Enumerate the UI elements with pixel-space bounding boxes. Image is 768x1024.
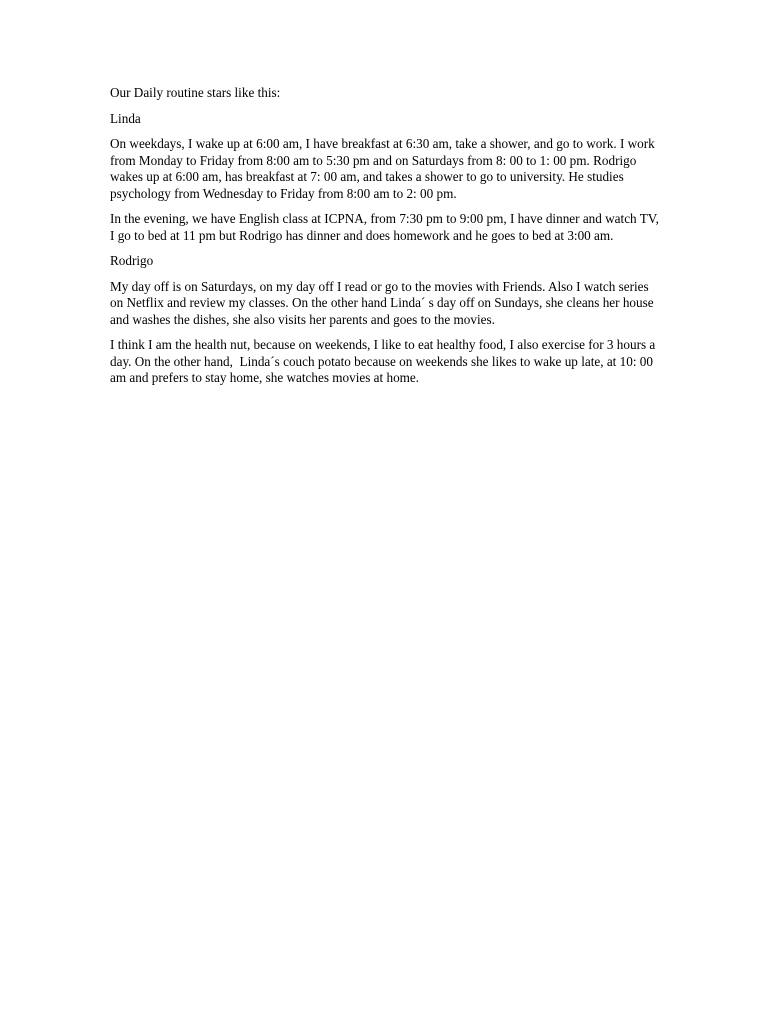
document-body xyxy=(110,85,662,396)
paragraph-weekdays: On weekdays, I wake up at 6:00 am, I have breakfast at 6:30 am, take a shower, and go to work. I work from Monday to Friday from 8:00 am to 5:30 pm and on Saturdays from 8: 00 to 1: 00 pm. Rodrigo wakes up at 6:00 am, has breakfast at 7: 00 am, and takes a shower to go to university. He studies psychology from Wednesday to Friday from 8:00 am to 2: 00 pm. xyxy=(110,136,655,201)
paragraph-evening: In the evening, we have English class at ICPNA, from 7:30 pm to 9:00 pm, I have dinner and watch TV, I go to bed at 11 pm but Rodrigo has dinner and does homework and he goes to bed at 3:00 am. xyxy=(110,211,659,243)
section-heading-linda: Linda xyxy=(110,110,141,126)
intro-line: Our Daily routine stars like this: xyxy=(110,85,281,100)
paragraph-day-off: My day off is on Saturdays, on my day off I read or go to the movies with Friends. Also I watch series on Netflix and review my classes. On the other hand Linda´ s day off on Sundays, she cleans her house and washes the dishes, she also visits her parents and goes to the movies. xyxy=(110,278,654,327)
paragraph-weekends: I think I am the health nut, because on weekends, I like to eat healthy food, I also exercise for 3 hours a day. On the other hand, Linda´s couch potato because on weekends she likes to wake up late, at 10: 00 am and prefers to stay home, she watches movies at home. xyxy=(110,337,659,385)
section-heading-rodrigo: Rodrigo xyxy=(110,253,154,268)
